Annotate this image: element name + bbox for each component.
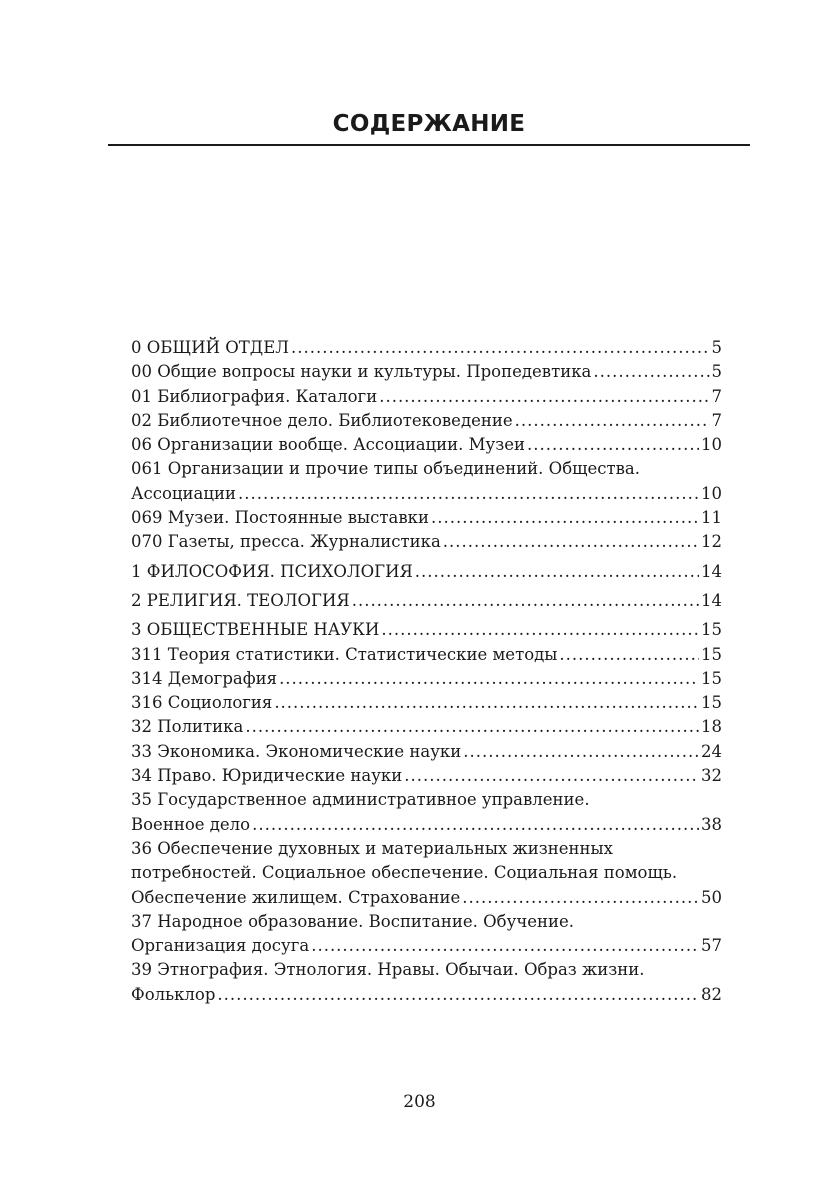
toc-entry-page: 7 [711,410,722,430]
toc-entry-title: Организация досуга [131,936,310,956]
toc-entry-line [131,589,722,613]
dot-leader [415,560,699,584]
toc-entry [131,910,722,959]
toc-entry-title: 39 Этнография. Этнология. Нравы. Обычаи. Образ жизни. [131,960,645,980]
page-title: СОДЕРЖАНИЕ [332,111,526,137]
toc-entry-title: 36 Обеспечение духовных и материальных жизненных [131,838,613,858]
toc-entry-title: Обеспечение жилищем. Страхование [131,887,461,907]
toc-entry [131,560,722,584]
toc-entry [131,336,722,360]
toc-entry-line [131,958,722,982]
toc-entry-page: 11 [701,508,722,528]
toc-entry [131,385,722,409]
toc-entry-page: 57 [701,936,722,956]
toc-entry-page: 50 [701,887,722,907]
dot-leader [404,764,699,788]
toc-entry [131,409,722,433]
toc-entry-title: 0 ОБЩИЙ ОТДЕЛ [131,338,290,357]
toc-entry-line [131,457,722,481]
dot-leader [245,715,699,739]
dot-leader [379,385,709,409]
toc-entry-title: 1 ФИЛОСОФИЯ. ПСИХОЛОГИЯ [131,561,413,581]
dot-leader [291,336,709,360]
toc-entry-title: 00 Общие вопросы науки и культуры. Пропедевтика [131,362,592,382]
toc-entry [131,506,722,530]
title-divider [108,144,750,146]
toc-entry-line [131,433,722,457]
toc-entry [131,643,722,667]
toc-entry-line [131,837,722,861]
toc-entry-title: 314 Демография [131,668,278,688]
toc-entry-line [131,560,722,584]
dot-leader [527,433,699,457]
toc-entry-line [131,360,722,384]
toc-entry [131,837,722,910]
toc-entry-page: 5 [711,338,722,357]
toc-entry-page: 38 [701,814,722,834]
dot-leader [431,506,699,530]
toc-entry-title: 070 Газеты, пресса. Журналистика [131,532,441,552]
toc-entry-title: Военное дело [131,814,251,834]
table-of-contents [131,336,722,1007]
toc-entry-page: 15 [701,668,722,688]
toc-entry-title: 35 Государственное административное управление. [131,790,590,810]
dot-leader [462,886,699,910]
toc-entry-title: 06 Организации вообще. Ассоциации. Музеи [131,435,525,455]
toc-entry-title: 311 Теория статистики. Статистические методы [131,644,558,664]
dot-leader [443,530,699,554]
toc-entry-page: 18 [701,717,722,737]
toc-entry-line [131,788,722,812]
dot-leader [311,934,699,958]
toc-entry-line [131,861,722,885]
toc-entry-page: 5 [711,362,722,382]
toc-entry-title: 37 Народное образование. Воспитание. Обучение. [131,911,574,931]
dot-leader [593,360,709,384]
toc-entry-page: 14 [701,561,722,581]
toc-entry-line [131,336,722,360]
dot-leader [381,618,699,642]
toc-entry-line [131,385,722,409]
dot-leader [217,983,699,1007]
dot-leader [559,643,699,667]
toc-entry [131,589,722,613]
toc-entry [131,958,722,1007]
toc-entry-page: 7 [711,386,722,406]
toc-entry-line [131,910,722,934]
page-number: 208 [403,1092,436,1112]
toc-entry-page: 24 [701,741,722,761]
toc-entry-line [131,618,722,642]
dot-leader [352,589,699,613]
toc-entry-line [131,506,722,530]
dot-leader [252,813,699,837]
dot-leader [515,409,710,433]
toc-entry [131,764,722,788]
toc-entry-title: 33 Экономика. Экономические науки [131,741,462,761]
toc-entry-page: 14 [701,590,722,610]
toc-entry [131,691,722,715]
toc-entry-line [131,691,722,715]
toc-entry-line [131,530,722,554]
toc-entry-line [131,934,722,958]
toc-entry-page: 10 [701,483,722,503]
toc-entry [131,457,722,506]
toc-entry-title: Фольклор [131,984,216,1004]
toc-entry-title: 01 Библиография. Каталоги [131,386,378,406]
toc-entry [131,788,722,837]
toc-entry [131,618,722,642]
dot-leader [463,740,699,764]
toc-entry-title: 3 ОБЩЕСТВЕННЫЕ НАУКИ [131,620,380,640]
toc-entry [131,667,722,691]
toc-entry [131,360,722,384]
toc-entry-line [131,715,722,739]
toc-entry-title: 32 Политика [131,717,244,737]
toc-entry-page: 10 [701,435,722,455]
toc-entry [131,433,722,457]
toc-entry-line [131,643,722,667]
toc-entry-line [131,983,722,1007]
toc-entry-line [131,409,722,433]
toc-entry-title: 069 Музеи. Постоянные выставки [131,508,429,528]
toc-entry-line [131,886,722,910]
toc-entry-title: Ассоциации [131,483,236,503]
toc-entry-title: 34 Право. Юридические науки [131,766,403,786]
toc-entry-title: 02 Библиотечное дело. Библиотековедение [131,410,513,430]
dot-leader [274,691,699,715]
toc-entry-page: 12 [701,532,722,552]
toc-entry-line [131,740,722,764]
toc-entry-line [131,667,722,691]
dot-leader [238,482,699,506]
toc-entry-title: 2 РЕЛИГИЯ. ТЕОЛОГИЯ [131,590,350,610]
toc-entry-page: 32 [701,766,722,786]
toc-entry-line [131,813,722,837]
toc-entry [131,715,722,739]
toc-entry-line [131,482,722,506]
toc-entry [131,740,722,764]
toc-entry-page: 15 [701,644,722,664]
toc-entry-line [131,764,722,788]
toc-entry [131,530,722,554]
toc-entry-title: потребностей. Социальное обеспечение. Социальная помощь. [131,863,678,883]
dot-leader [279,667,699,691]
toc-entry-page: 15 [701,693,722,713]
toc-entry-page: 82 [701,984,722,1004]
toc-entry-page: 15 [701,620,722,640]
toc-entry-title: 316 Социология [131,693,273,713]
toc-entry-title: 061 Организации и прочие типы объединений. Общества. [131,459,640,479]
